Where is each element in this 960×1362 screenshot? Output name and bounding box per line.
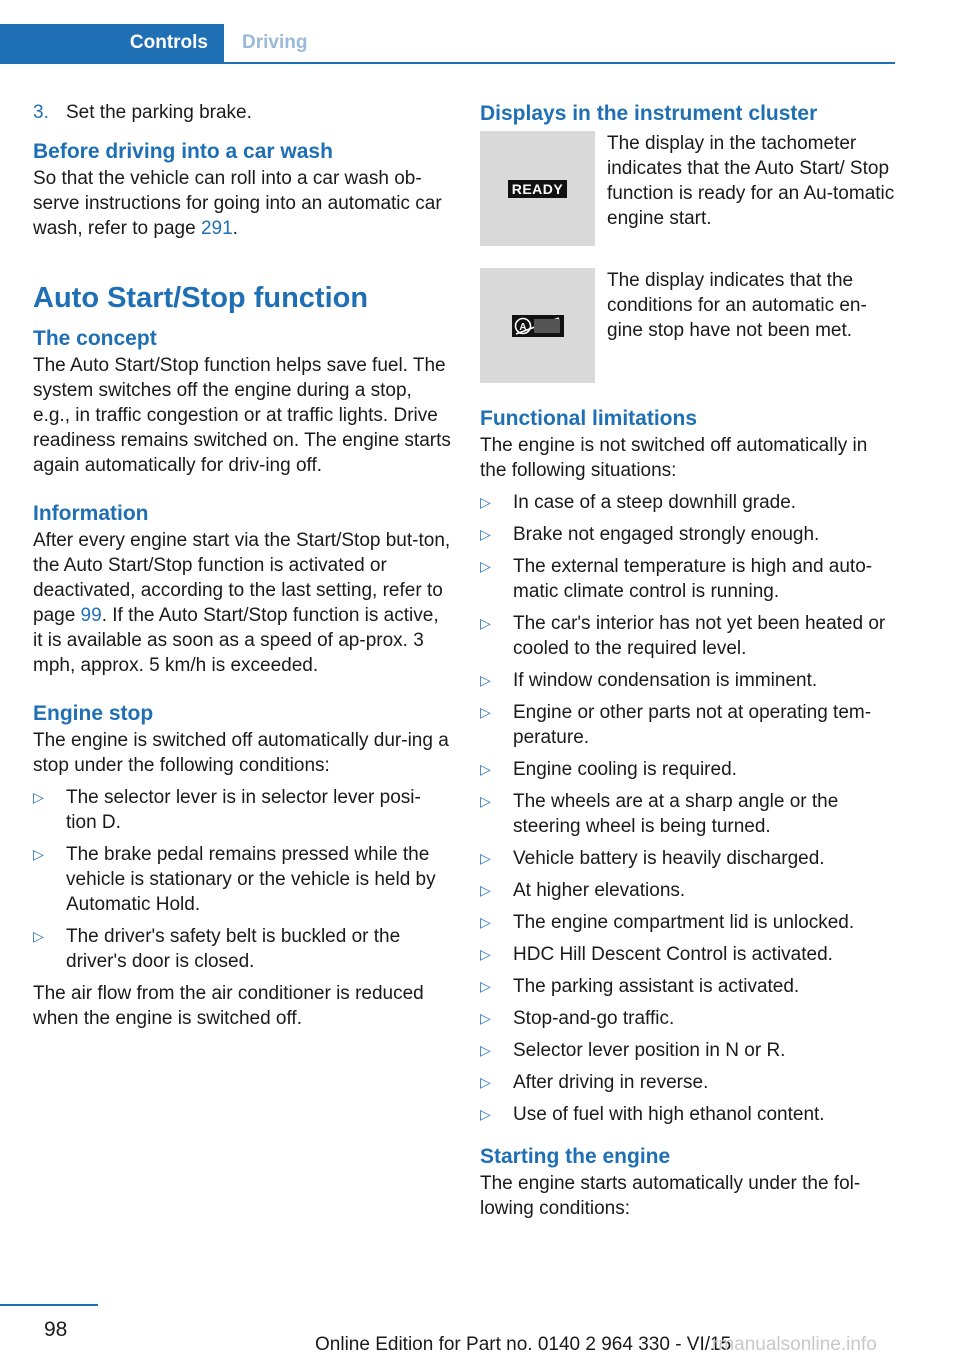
watermark-text: rmanualsonline.info xyxy=(712,1334,877,1355)
list-item xyxy=(480,700,895,750)
right-column xyxy=(480,100,895,1221)
step-3 xyxy=(33,100,451,125)
page-number: 98 xyxy=(44,1318,68,1341)
list-item-text: The brake pedal remains pressed while the vehicle is stationary or the vehicle is held by Automatic Hold. xyxy=(66,844,436,915)
list-item-text: The external temperature is high and auto-matic climate control is running. xyxy=(513,556,873,602)
triangle-right-icon: ▷ xyxy=(480,1074,491,1090)
triangle-right-icon: ▷ xyxy=(480,704,491,720)
info-text-b: . If the Auto Start/Stop function is active, it is available as soon as a speed of ap-prox. 3 mph, approx. 5 km/h is exceeded. xyxy=(33,605,439,676)
list-item xyxy=(33,785,451,835)
list-item xyxy=(480,757,895,782)
ready-indicator-icon xyxy=(480,131,595,246)
list-item-text: The car's interior has not yet been heated or cooled to the required level. xyxy=(513,613,886,659)
list-item-text: In case of a steep downhill grade. xyxy=(513,492,797,513)
list-item-text: Vehicle battery is heavily discharged. xyxy=(513,848,825,869)
triangle-right-icon: ▷ xyxy=(480,558,491,574)
ready-badge: READY xyxy=(508,180,568,198)
notmet-display-row xyxy=(480,268,895,383)
list-item-text: At higher elevations. xyxy=(513,880,686,901)
list-item xyxy=(33,924,451,974)
info-text-a: After every engine start via the Start/Stop but-ton, the Auto Start/Stop function is activated or deactivated, according to the last setting, refer to page xyxy=(33,530,451,626)
displays-heading: Displays in the instrument cluster xyxy=(480,102,818,125)
list-item xyxy=(480,1102,895,1127)
limitations-text: The engine is not switched off automatically in the following situations: xyxy=(480,435,868,481)
list-item-text: Engine cooling is required. xyxy=(513,759,737,780)
list-item-text: If window condensation is imminent. xyxy=(513,670,818,691)
auto-start-stop-icon xyxy=(480,268,595,383)
tab-controls[interactable] xyxy=(0,24,224,62)
limitations-list xyxy=(480,490,895,1127)
carwash-end: . xyxy=(232,218,238,239)
list-item xyxy=(480,522,895,547)
footer-rule xyxy=(0,1304,98,1306)
triangle-right-icon: ▷ xyxy=(480,1010,491,1026)
triangle-right-icon: ▷ xyxy=(480,793,491,809)
list-item xyxy=(480,554,895,604)
triangle-right-icon: ▷ xyxy=(480,850,491,866)
information-heading: Information xyxy=(33,502,149,525)
triangle-right-icon: ▷ xyxy=(33,928,44,944)
concept-heading: The concept xyxy=(33,327,157,350)
carwash-text: So that the vehicle can roll into a car wash ob-serve instructions for going into an automatic car wash, refer to page xyxy=(33,168,442,239)
list-item-text: The driver's safety belt is buckled or the driver's door is closed. xyxy=(66,926,401,972)
list-item xyxy=(480,910,895,935)
list-item-text: Brake not engaged strongly enough. xyxy=(513,524,820,545)
step-text: Set the parking brake. xyxy=(66,102,252,123)
svg-text:A: A xyxy=(518,321,527,333)
list-item-text: HDC Hill Descent Control is activated. xyxy=(513,944,833,965)
list-item-text: Stop-and-go traffic. xyxy=(513,1008,675,1029)
list-item-text: Engine or other parts not at operating tem-perature. xyxy=(513,702,872,748)
airflow-text: The air flow from the air conditioner is reduced when the engine is switched off. xyxy=(33,983,424,1029)
list-item xyxy=(480,611,895,661)
carwash-paragraph xyxy=(33,166,451,241)
list-item xyxy=(480,974,895,999)
triangle-right-icon: ▷ xyxy=(480,978,491,994)
concept-text: The Auto Start/Stop function helps save fuel. The system switches off the engine during a stop, e.g., in traffic congestion or at traffic lights. Drive readiness remains switched on. The engine starts again automatically for driv-ing off. xyxy=(33,355,451,476)
carwash-heading: Before driving into a car wash xyxy=(33,140,333,163)
page-link-99[interactable]: 99 xyxy=(80,605,102,626)
tab-controls-label: Controls xyxy=(129,32,208,53)
step-number: 3. xyxy=(33,102,49,123)
list-item-text: After driving in reverse. xyxy=(513,1072,709,1093)
starting-heading: Starting the engine xyxy=(480,1145,671,1168)
list-item xyxy=(480,1006,895,1031)
auto-start-stop-svg xyxy=(512,315,564,337)
page-link-291[interactable]: 291 xyxy=(200,218,233,239)
engine-stop-list xyxy=(33,785,451,974)
list-item xyxy=(480,668,895,693)
list-item-text: Selector lever position in N or R. xyxy=(513,1040,786,1061)
ready-display-row xyxy=(480,131,895,246)
triangle-right-icon: ▷ xyxy=(480,526,491,542)
left-column xyxy=(33,100,451,1031)
triangle-right-icon: ▷ xyxy=(480,1042,491,1058)
limitations-heading: Functional limitations xyxy=(480,407,698,430)
list-item-text: Use of fuel with high ethanol content. xyxy=(513,1104,825,1125)
engine-stop-text: The engine is switched off automatically dur-ing a stop under the following conditions: xyxy=(33,730,449,776)
triangle-right-icon: ▷ xyxy=(480,615,491,631)
list-item xyxy=(480,1070,895,1095)
list-item xyxy=(480,878,895,903)
triangle-right-icon: ▷ xyxy=(480,946,491,962)
notmet-text: The display indicates that the conditions for an automatic en-gine stop have not been met. xyxy=(607,270,867,341)
triangle-right-icon: ▷ xyxy=(480,1106,491,1122)
list-item xyxy=(480,1038,895,1063)
ready-text: The display in the tachometer indicates that the Auto Start/ Stop function is ready for an Au-tomatic engine start. xyxy=(607,133,895,229)
triangle-right-icon: ▷ xyxy=(480,761,491,777)
list-item xyxy=(480,846,895,871)
section-title: Auto Start/Stop function xyxy=(33,282,369,314)
tab-driving[interactable]: Driving xyxy=(242,32,308,53)
list-item xyxy=(480,789,895,839)
list-item xyxy=(33,842,451,917)
triangle-right-icon: ▷ xyxy=(480,494,491,510)
list-item-text: The selector lever is in selector lever posi-tion D. xyxy=(66,787,421,833)
information-paragraph xyxy=(33,528,451,678)
engine-stop-heading: Engine stop xyxy=(33,702,154,725)
triangle-right-icon: ▷ xyxy=(480,882,491,898)
list-item xyxy=(480,490,895,515)
list-item-text: The parking assistant is activated. xyxy=(513,976,800,997)
list-item-text: The wheels are at a sharp angle or the steering wheel is being turned. xyxy=(513,791,839,837)
triangle-right-icon: ▷ xyxy=(33,789,44,805)
list-item xyxy=(480,942,895,967)
starting-text: The engine starts automatically under the fol-lowing conditions: xyxy=(480,1173,861,1219)
triangle-right-icon: ▷ xyxy=(33,846,44,862)
triangle-right-icon: ▷ xyxy=(480,914,491,930)
list-item-text: The engine compartment lid is unlocked. xyxy=(513,912,855,933)
triangle-right-icon: ▷ xyxy=(480,672,491,688)
edition-text: Online Edition for Part no. 0140 2 964 330 - VI/15 xyxy=(315,1334,732,1355)
header-tabs xyxy=(0,24,895,64)
